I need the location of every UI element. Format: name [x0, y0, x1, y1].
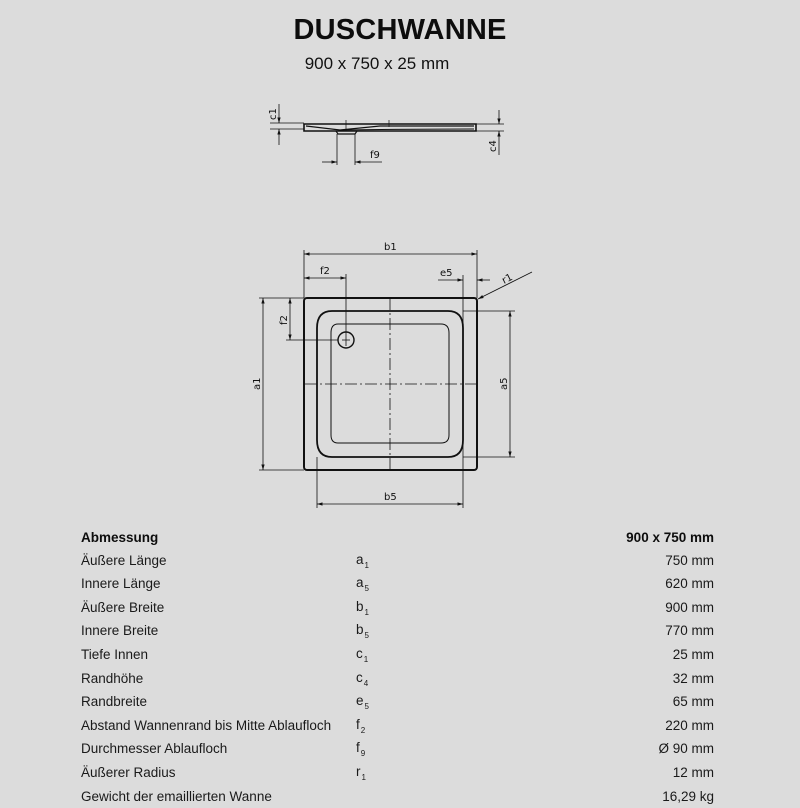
spec-table-header [81, 527, 714, 549]
label-c4: c4 [488, 140, 499, 152]
side-view [270, 104, 504, 165]
table-row: Randhöhe $c_4$ 32 mm [81, 669, 714, 688]
label-b1: b1 [384, 242, 397, 253]
spec-header-label: Abmessung [81, 530, 159, 545]
label-b5: b5 [384, 492, 397, 503]
table-row: Durchmesser Ablaufloch $f_9$ Ø 90 mm [81, 740, 714, 759]
table-row: Äußere Breite $b_1$ 900 mm [81, 598, 714, 617]
label-e5: e5 [440, 268, 453, 279]
label-a1: a1 [252, 377, 263, 390]
label-f2-vertical: f2 [279, 315, 290, 325]
table-row: Äußere Länge $a_1$ 750 mm [81, 551, 714, 570]
table-row: Innere Länge $a_5$ 620 mm [81, 575, 714, 594]
table-row: Äußerer Radius $r_1$ 12 mm [81, 763, 714, 782]
label-f9: f9 [370, 150, 380, 161]
page-subtitle: 900 x 750 x 25 mm [304, 54, 450, 73]
table-row: Randbreite $e_5$ 65 mm [81, 693, 714, 712]
table-row: Abstand Wannenrand bis Mitte Ablaufloch $f_2$ 220 mm [81, 716, 714, 735]
table-row: Innere Breite $b_5$ 770 mm [81, 622, 714, 641]
label-c1: c1 [268, 108, 279, 120]
label-r1: r1 [500, 272, 515, 287]
label-f2-horizontal: f2 [320, 266, 330, 277]
table-row: Gewicht der emaillierten Wanne 16,29 kg [81, 788, 714, 804]
spec-table [81, 527, 714, 808]
label-a5: a5 [499, 377, 510, 390]
top-view [259, 250, 532, 508]
spec-header-value: 900 x 750 mm [626, 530, 714, 545]
table-row: Tiefe Innen $c_1$ 25 mm [81, 645, 714, 664]
page-title: DUSCHWANNE [293, 14, 507, 46]
